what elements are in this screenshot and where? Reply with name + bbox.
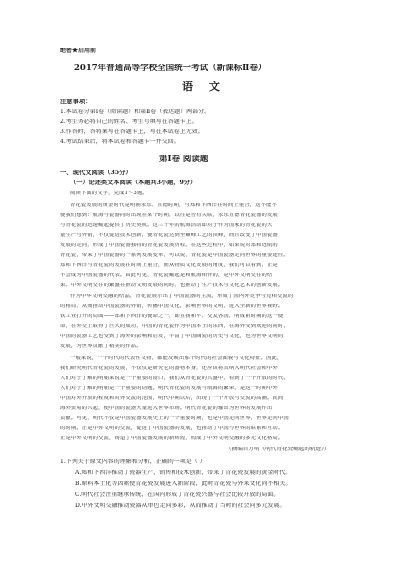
passage-line: 我们研究明代青花瓷的发展，不仅仅是研究它的器物本身，还应该将其纳入明代社会和中外 bbox=[60, 366, 278, 371]
notice-item: 3.作答时，答将案写在答题卡上，写在本试卷上无效。 bbox=[60, 129, 204, 135]
subsection-title: （一）论述类文本阅读（本题共3小题，9分） bbox=[70, 180, 197, 186]
passage-source: （摘编自万明《明代青花瓷崛起的轨迹》） bbox=[226, 447, 330, 452]
notice-heading: 注意事项： bbox=[60, 99, 92, 105]
passage-line: 青花瓷发展的黄金时代是明朝永乐、宣德时期，与郑和下西洋在时间上重合，这不能不 bbox=[70, 203, 277, 208]
subject-title: 语 文 bbox=[182, 81, 226, 92]
passage-line: 中国对外开放的程度和对外交流的范围，明代中期以后，出现了一个开放与交流的高潮。民间 bbox=[60, 396, 284, 401]
passage-line: 发展，为世界贡献了精美的作品。 bbox=[60, 344, 142, 349]
notice-item: 4.考试结束后，将本试卷和答题卡一并交回。 bbox=[60, 139, 180, 145]
passage-line: 发展的走向，形成了中国瓷器独特的青花瓷发展历程。在这些过程中，如果说对郑和远航的 bbox=[60, 243, 278, 248]
passage-line: 使我们想到：航海与瓷器同时出现在某个时期，以往是否有关联，永乐宣德青花瓷器的发展 bbox=[60, 213, 278, 218]
passage-line: 果。中外文明交往的繁盛在推动文明发展的同时，也推动了生产技术与文化艺术的创新发展。 bbox=[60, 283, 284, 288]
passage-line: 海外贸易的兴起，使中国的瓷器大量进入世界市场。明代青花瓷的输出为世界的发展作出 bbox=[60, 406, 273, 411]
passage-line: 人们对于了解的明朝来说是一个重要的窗口，我们从青花瓷的兴盛中，看到了一个开放的时代。 bbox=[60, 376, 289, 381]
passage-line: 与青花瓷的迅速崛起提供了历史契机。这三十年的航海活动即对于作为国家的青花瓷的大 bbox=[60, 223, 273, 228]
passage-line: 郑和下西洋与青花瓷的发展在时间上重合，而从物质文化发展的角度，我们可以看到，正是 bbox=[60, 263, 278, 268]
passage-line: 贡献。可见，明代不仅是中国瓷器发展史上的一个重要时期，也是中国走向世界，世界走向中国 bbox=[60, 416, 289, 421]
passage-line: 正是中外文明的交流，铸造了中国瓷器发展的新辉煌，构成了中外文明交融的多元文化格局。 bbox=[60, 436, 284, 441]
passage-line: 一般来说，一个时代的代表性文物，都能反映出那个时代的社会面貌与文化特征。因此， bbox=[70, 356, 283, 361]
passage-line: 的时期。正是中外文明的交流，促进了中国瓷器的发展，也推动了中国与世界的联系和互动。 bbox=[60, 426, 284, 431]
passage-line: 量生产与外销，不仅促进技术创新，使青花瓷达到至巅峰工艺的顶峰，而且改变了中国瓷器 bbox=[60, 233, 278, 238]
reading-instruction: 阅读下面的文字，完成1～3题。 bbox=[70, 191, 148, 196]
passage-line: 作为中华文明交融的结晶，青花瓷展示出了中国瓷器的主流，形成了国内外竞争与竞相交流的 bbox=[70, 294, 294, 299]
answer-option-c: C.明代社会注重继承传统，在国内形成了青花瓷兴盛与社会比较开放的局面。 bbox=[75, 492, 280, 498]
notice-item: 1.本试卷分第Ⅰ卷（阅读题）和第Ⅱ卷（表达题）两部分。 bbox=[60, 109, 211, 115]
question-stem: 1.下列关于原文内容的理解和分析，正确的一项是（ ） bbox=[60, 459, 206, 465]
passage-line: 人们对于了解的明朝是一个重要的话题。明代青花瓷的发展与航海的繁荣，是这一时期中外 bbox=[60, 386, 278, 391]
passage-line: 不会成为中国瓷器的代表。由此可见，青花瓷崛起是和航海相伴的，是中外文明交往的结 bbox=[60, 273, 273, 278]
passage-line: 铁工业打开的局面——郑和下西洋的使命之一，即宣扬和平、交友各国，明成祖时期的这一使 bbox=[60, 314, 284, 319]
passage-line: 命，在外交上取得了巨大的成功，中国的青花瓷作为中国本土的东西，在海外受到欢迎的同时， bbox=[60, 324, 289, 329]
answer-option-d: D.中外文明交融推动瓷器从单色走向多彩，从而推动了当时的社会向多元发展。 bbox=[75, 503, 286, 509]
part-title: 第Ⅰ卷 阅读题 bbox=[159, 155, 209, 164]
passage-line: 青花瓷，带来了中国瓷器的一系列发展变革，可以说，青花瓷是中国瓷器走向世界的重要途径。 bbox=[60, 253, 289, 258]
answer-option-b: B.原料本土化等因素使青花瓷发展进入新阶段，此时青花瓷与外来文化尚不相关。 bbox=[75, 481, 292, 487]
exam-title: 2017年普通高等学校全国统一考试（新课标Ⅱ卷） bbox=[74, 64, 267, 73]
section-title: 一、现代文阅读（35分） bbox=[60, 170, 132, 176]
notice-item: 2.考生务必将自己的姓名、考生号填写在答题卡上。 bbox=[60, 119, 198, 125]
confidential-mark: 绝密★启用前 bbox=[60, 48, 97, 54]
passage-line: 的格局，从而推动中国瓷器的外销，传播中国文化，影响世界的文明，进入全新的世界视野。 bbox=[60, 304, 284, 309]
passage-line: 中国的瓷器工艺也受到了海外的影响和启发，丰富了中国陶瓷的历史与文化，也为世界文明的 bbox=[60, 334, 284, 339]
answer-option-a: A.郑和下西洋推动了瓷器生产、销售和技术创新，带来了青花瓷发展的黄金时代。 bbox=[75, 470, 292, 476]
